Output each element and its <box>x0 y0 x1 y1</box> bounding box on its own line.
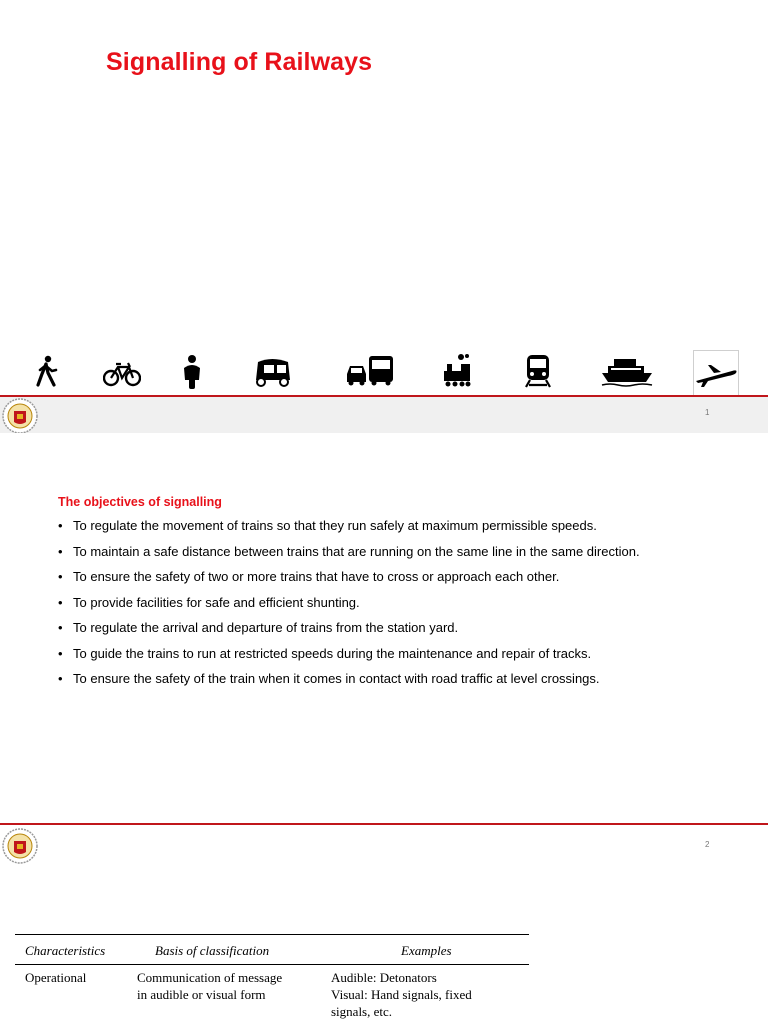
list-item: • To regulate the movement of trains so that they run safely at maximum permissible speeds. <box>58 518 704 534</box>
slide-1 <box>0 0 768 433</box>
classification-table <box>15 934 529 1024</box>
bicycle-icon <box>103 354 141 390</box>
objectives-list <box>58 518 704 697</box>
cell-basis <box>137 969 282 1003</box>
objectives-heading: The objectives of signalling <box>58 495 222 509</box>
page-number: 1 <box>705 408 710 417</box>
institute-logo <box>1 827 39 865</box>
footer-band <box>0 397 768 433</box>
slide-3 <box>0 866 768 1024</box>
cell-text: Operational <box>25 970 87 985</box>
page-number: 2 <box>705 840 710 849</box>
slide-title: Signalling of Railways <box>106 48 373 76</box>
cell-text: Audible: Detonators <box>331 970 437 985</box>
metro-train-icon <box>525 354 551 390</box>
list-item: • To guide the trains to run at restricted speeds during the maintenance and repair of tracks. <box>58 646 704 662</box>
footer-rule <box>0 823 768 825</box>
institute-logo <box>1 397 39 433</box>
header-examples: Examples <box>401 943 452 958</box>
ship-icon <box>600 354 654 390</box>
header-basis: Basis of classification <box>155 943 270 958</box>
cell-text: Visual: Hand signals, fixed <box>331 987 472 1002</box>
table-header-row <box>15 935 529 964</box>
slide-2 <box>0 433 768 866</box>
cell-text: in audible or visual form <box>137 987 266 1002</box>
list-item: • To maintain a safe distance between trains that are running on the same line in the same direction. <box>58 544 704 560</box>
auto-rickshaw-icon <box>252 354 292 390</box>
list-item: • To ensure the safety of the train when it comes in contact with road traffic at level crossings. <box>58 671 704 687</box>
cell-characteristic <box>25 969 86 986</box>
header-characteristics: Characteristics <box>25 943 106 958</box>
airplane-icon-frame <box>693 350 739 396</box>
transport-icons-row <box>0 348 768 396</box>
airplane-icon <box>694 351 738 395</box>
car-and-bus-icon <box>345 354 395 390</box>
list-item: • To regulate the arrival and departure of trains from the station yard. <box>58 620 704 636</box>
cell-text: signals, etc. <box>331 1004 393 1019</box>
scooter-icon <box>180 354 204 390</box>
list-item: • To provide facilities for safe and efficient shunting. <box>58 595 704 611</box>
pedestrian-icon <box>34 354 58 390</box>
cell-examples <box>331 969 472 1020</box>
steam-train-icon <box>441 354 475 390</box>
table-row <box>15 965 529 1024</box>
list-item: • To ensure the safety of two or more trains that have to cross or approach each other. <box>58 569 704 585</box>
cell-text: Communication of message <box>137 970 283 985</box>
